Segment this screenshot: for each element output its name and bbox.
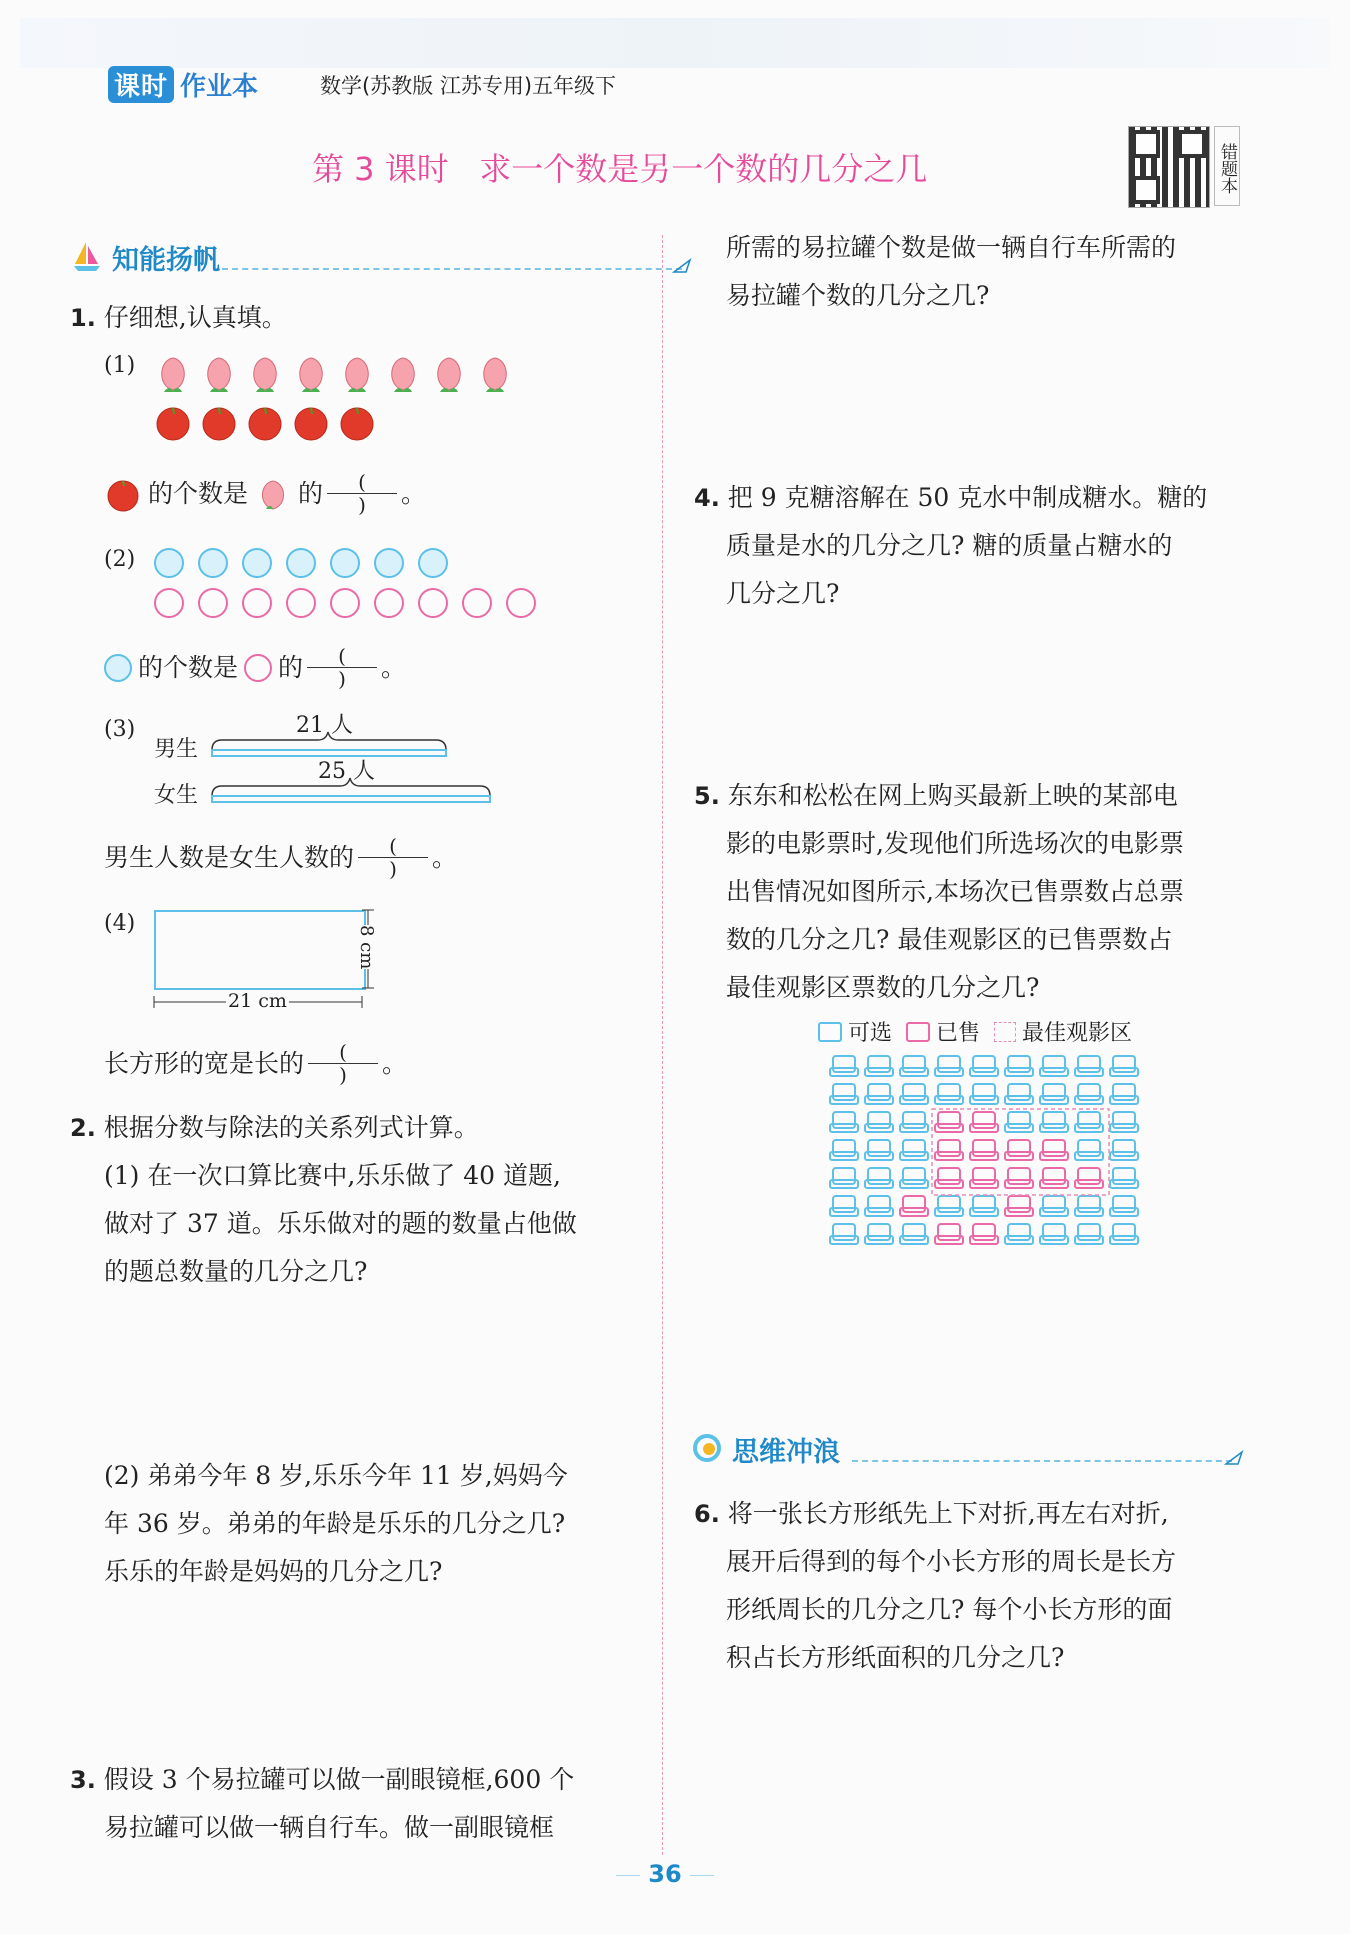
apple-icon	[246, 402, 284, 442]
answer-fraction-3[interactable]	[358, 835, 428, 880]
q2-b-line1: (2) 弟弟今年 8 岁,乐乐今年 11 岁,妈妈今	[104, 1461, 568, 1490]
available-seat-icon	[818, 1022, 842, 1042]
sailboat-icon	[72, 240, 102, 272]
pink-circle	[418, 588, 448, 618]
sold-seat-icon	[906, 1022, 930, 1042]
available-seat[interactable]	[865, 1140, 893, 1160]
header-bar	[20, 18, 1330, 68]
pink-circle	[198, 588, 228, 618]
wave-icon	[692, 1432, 722, 1464]
pink-circle	[286, 588, 316, 618]
q1-p3-tag: (3)	[104, 717, 136, 742]
q5-line5: 最佳观影区票数的几分之几?	[726, 973, 1040, 1002]
available-seat[interactable]	[1040, 1084, 1068, 1104]
available-seat[interactable]	[1005, 1112, 1033, 1132]
pink-circle-row	[154, 588, 536, 618]
page-number	[600, 1860, 730, 1888]
sold-seat[interactable]	[1040, 1168, 1068, 1188]
q3-line3: 所需的易拉罐个数是做一辆自行车所需的	[726, 233, 1177, 262]
period: 。	[381, 653, 407, 682]
q5-line3: 出售情况如图所示,本场次已售票数占总票	[726, 877, 1184, 906]
blue-circle	[286, 548, 316, 578]
answer-space-q2b[interactable]	[104, 1600, 624, 1750]
pink-circle-icon	[244, 654, 272, 682]
sold-seat[interactable]	[970, 1168, 998, 1188]
section-head-1	[72, 238, 622, 278]
q3-number: 3.	[70, 1766, 96, 1794]
available-seat[interactable]	[1005, 1084, 1033, 1104]
available-seat[interactable]	[830, 1084, 858, 1104]
q1-p1-mid: 的	[298, 479, 324, 508]
blue-circle	[242, 548, 272, 578]
apple-icon	[200, 402, 238, 442]
q5-line1	[694, 772, 1178, 820]
peach-row	[154, 354, 514, 396]
sold-seat[interactable]	[1005, 1168, 1033, 1188]
available-seat[interactable]	[1040, 1112, 1068, 1132]
girls-brace	[210, 774, 500, 804]
sold-seat[interactable]	[970, 1112, 998, 1132]
available-seat[interactable]	[1005, 1056, 1033, 1076]
best-zone-icon	[994, 1022, 1016, 1042]
q1-p3-sentence	[104, 834, 457, 881]
q1-title	[70, 294, 287, 342]
q3-line4: 易拉罐个数的几分之几?	[726, 281, 990, 310]
sold-seat[interactable]	[900, 1196, 928, 1216]
peach-icon	[430, 354, 468, 396]
q1-title-text: 仔细想,认真填。	[103, 303, 287, 332]
q6-line2: 展开后得到的每个小长方形的周长是长方	[726, 1547, 1177, 1576]
feather-icon	[672, 258, 692, 274]
qr-corner-tr	[1178, 130, 1206, 158]
q2-number: 2.	[70, 1114, 96, 1142]
available-seat[interactable]	[830, 1168, 858, 1188]
q4-number: 4.	[694, 484, 720, 512]
available-seat[interactable]	[900, 1224, 928, 1244]
sold-seat[interactable]	[935, 1224, 963, 1244]
qr-code[interactable]	[1128, 126, 1210, 208]
sold-seat[interactable]	[935, 1168, 963, 1188]
peach-icon	[292, 354, 330, 396]
q5-number: 5.	[694, 782, 720, 810]
available-seat[interactable]	[865, 1168, 893, 1188]
frac-close: )	[339, 1063, 347, 1087]
pink-circle	[330, 588, 360, 618]
apple-icon	[104, 476, 142, 512]
available-seat[interactable]	[900, 1168, 928, 1188]
seat-map	[826, 1052, 1156, 1252]
q1-p3-text: 男生人数是女生人数的	[104, 843, 355, 872]
answer-space-q6[interactable]	[726, 1690, 1246, 1850]
available-seat[interactable]	[865, 1056, 893, 1076]
available-seat[interactable]	[935, 1056, 963, 1076]
available-seat[interactable]	[900, 1140, 928, 1160]
peach-icon	[200, 354, 238, 396]
available-seat[interactable]	[1075, 1056, 1103, 1076]
boys-label: 男生	[154, 737, 199, 762]
q2-b-line2: 年 36 岁。弟弟的年龄是乐乐的几分之几?	[104, 1509, 566, 1538]
pink-circle	[374, 588, 404, 618]
rect-length-label: 21 cm	[228, 990, 287, 1012]
section-head-2	[692, 1430, 1252, 1470]
q1-p2-pre: 的个数是	[138, 653, 239, 682]
available-seat[interactable]	[970, 1196, 998, 1216]
frac-open: (	[339, 1040, 347, 1064]
q6-number: 6.	[694, 1500, 720, 1528]
available-seat[interactable]	[1110, 1168, 1138, 1188]
available-seat[interactable]	[830, 1140, 858, 1160]
available-seat[interactable]	[1110, 1196, 1138, 1216]
legend-best: 最佳观影区	[1022, 1021, 1133, 1046]
q1-p1-sentence	[104, 470, 426, 517]
available-seat[interactable]	[900, 1084, 928, 1104]
footer-rule-right	[690, 1875, 714, 1876]
answer-fraction-4[interactable]	[308, 1041, 378, 1086]
available-seat[interactable]	[900, 1056, 928, 1076]
peach-icon	[246, 354, 284, 396]
peach-icon	[338, 354, 376, 396]
q2-b-line3: 乐乐的年龄是妈妈的几分之几?	[104, 1557, 443, 1586]
qr-label: 错题本	[1214, 126, 1240, 206]
q6-text1: 将一张长方形纸先上下对折,再左右对折,	[727, 1499, 1169, 1528]
apple-icon	[154, 402, 192, 442]
available-seat[interactable]	[1075, 1196, 1103, 1216]
section-rule	[852, 1460, 1232, 1462]
answer-space-q4[interactable]	[726, 625, 1246, 765]
qr-corner-tl	[1132, 130, 1160, 158]
frac-open: (	[358, 470, 366, 494]
available-seat[interactable]	[1075, 1224, 1103, 1244]
sold-seat[interactable]	[1005, 1196, 1033, 1216]
blue-circle	[154, 548, 184, 578]
rect-width-label: 8 cm	[356, 925, 377, 970]
answer-space-q3[interactable]	[726, 330, 1246, 480]
q1-number: 1.	[70, 304, 96, 332]
peach-icon	[254, 475, 292, 513]
logo	[108, 64, 258, 104]
sold-seat[interactable]	[1075, 1168, 1103, 1188]
q5-line4: 数的几分之几? 最佳观影区的已售票数占	[726, 925, 1173, 954]
pink-circle	[462, 588, 492, 618]
q3-text1: 假设 3 个易拉罐可以做一副眼镜框,600 个	[103, 1765, 575, 1794]
sold-seat[interactable]	[1005, 1140, 1033, 1160]
lesson-title: 第 3 课时 求一个数是另一个数的几分之几	[312, 150, 928, 188]
available-seat[interactable]	[1040, 1056, 1068, 1076]
blue-circle-row	[154, 548, 448, 578]
answer-fraction-2[interactable]	[307, 645, 377, 690]
footer-rule-left	[616, 1875, 640, 1876]
available-seat[interactable]	[830, 1112, 858, 1132]
seat-legend	[818, 1016, 1132, 1047]
sold-seat[interactable]	[970, 1140, 998, 1160]
q2-title-text: 根据分数与除法的关系列式计算。	[103, 1113, 479, 1142]
available-seat[interactable]	[900, 1112, 928, 1132]
column-divider	[662, 235, 663, 1855]
peach-icon	[476, 354, 514, 396]
available-seat[interactable]	[1075, 1140, 1103, 1160]
logo-badge: 课时	[108, 66, 174, 103]
section-title-2: 思维冲浪	[732, 1437, 840, 1468]
section-title-1: 知能扬帆	[112, 245, 220, 276]
frac-close: )	[358, 493, 366, 517]
sold-seat[interactable]	[1040, 1140, 1068, 1160]
q1-p4-text: 长方形的宽是长的	[104, 1049, 305, 1078]
available-seat[interactable]	[1075, 1112, 1103, 1132]
peach-icon	[154, 354, 192, 396]
answer-fraction-1[interactable]	[327, 471, 397, 516]
period: 。	[432, 843, 458, 872]
q6-line3: 形纸周长的几分之几? 每个小长方形的面	[726, 1595, 1173, 1624]
legend-available: 可选	[848, 1021, 893, 1046]
q4-line3: 几分之几?	[726, 579, 840, 608]
girls-label: 女生	[154, 783, 199, 808]
frac-open: (	[338, 644, 346, 668]
q6-line4: 积占长方形纸面积的几分之几?	[726, 1643, 1065, 1672]
available-seat[interactable]	[935, 1084, 963, 1104]
available-seat[interactable]	[830, 1224, 858, 1244]
boys-count: 21 人	[296, 713, 353, 738]
blue-circle	[418, 548, 448, 578]
page-number-text: 36	[648, 1860, 682, 1888]
available-seat[interactable]	[970, 1084, 998, 1104]
available-seat[interactable]	[865, 1112, 893, 1132]
answer-space-q2a[interactable]	[104, 1300, 624, 1450]
q4-line1	[694, 474, 1207, 522]
peach-icon	[384, 354, 422, 396]
q1-p1-tag: (1)	[104, 353, 136, 378]
pink-circle	[506, 588, 536, 618]
available-seat[interactable]	[1040, 1224, 1068, 1244]
available-seat[interactable]	[865, 1084, 893, 1104]
frac-close: )	[389, 857, 397, 881]
blue-circle	[198, 548, 228, 578]
blue-circle	[374, 548, 404, 578]
apple-icon	[338, 402, 376, 442]
period: 。	[401, 479, 427, 508]
frac-close: )	[338, 667, 346, 691]
qr-corner-bl	[1132, 176, 1160, 204]
section-rule	[222, 268, 682, 270]
q1-p2-sentence	[104, 644, 406, 691]
available-seat[interactable]	[935, 1196, 963, 1216]
q3-line1	[70, 1756, 574, 1804]
apple-row	[154, 402, 376, 444]
available-seat[interactable]	[1110, 1224, 1138, 1244]
q2-a-line3: 的题总数量的几分之几?	[104, 1257, 368, 1286]
q1-p1-pre: 的个数是	[148, 479, 249, 508]
blue-circle	[330, 548, 360, 578]
q4-text1: 把 9 克糖溶解在 50 克水中制成糖水。糖的	[727, 483, 1208, 512]
feather-icon	[1224, 1450, 1244, 1466]
book-info: 数学(苏教版 江苏专用)五年级下	[320, 74, 617, 98]
girls-count: 25 人	[318, 759, 375, 784]
q1-p4-sentence	[104, 1040, 407, 1087]
available-seat[interactable]	[970, 1056, 998, 1076]
logo-text: 作业本	[180, 71, 259, 102]
q1-p2-mid: 的	[278, 653, 304, 682]
available-seat[interactable]	[1075, 1084, 1103, 1104]
blue-circle-icon	[104, 654, 132, 682]
q5-text1: 东东和松松在网上购买最新上映的某部电	[727, 781, 1178, 810]
pink-circle	[154, 588, 184, 618]
sold-seat[interactable]	[935, 1112, 963, 1132]
q2-a-line1: (1) 在一次口算比赛中,乐乐做了 40 道题,	[104, 1161, 561, 1190]
available-seat[interactable]	[1110, 1084, 1138, 1104]
pink-circle	[242, 588, 272, 618]
available-seat[interactable]	[1110, 1140, 1138, 1160]
frac-open: (	[389, 834, 397, 858]
available-seat[interactable]	[830, 1196, 858, 1216]
available-seat[interactable]	[865, 1196, 893, 1216]
q2-a-line2: 做对了 37 道。乐乐做对的题的数量占他做	[104, 1209, 577, 1238]
legend-sold: 已售	[936, 1021, 981, 1046]
q5-line2: 影的电影票时,发现他们所选场次的电影票	[726, 829, 1184, 858]
sold-seat[interactable]	[970, 1224, 998, 1244]
q1-p3-diagram	[150, 712, 500, 816]
available-seat[interactable]	[830, 1056, 858, 1076]
q4-line2: 质量是水的几分之几? 糖的质量占糖水的	[726, 531, 1173, 560]
available-seat[interactable]	[1110, 1112, 1138, 1132]
q2-title	[70, 1104, 479, 1152]
period: 。	[382, 1049, 408, 1078]
available-seat[interactable]	[1040, 1196, 1068, 1216]
q1-p2-tag: (2)	[104, 547, 136, 572]
q1-p4-tag: (4)	[104, 911, 136, 936]
sold-seat[interactable]	[935, 1140, 963, 1160]
available-seat[interactable]	[1005, 1224, 1033, 1244]
available-seat[interactable]	[865, 1224, 893, 1244]
available-seat[interactable]	[1110, 1056, 1138, 1076]
q3-line2: 易拉罐可以做一辆自行车。做一副眼镜框	[104, 1813, 555, 1842]
q6-line1	[694, 1490, 1169, 1538]
apple-icon	[292, 402, 330, 442]
